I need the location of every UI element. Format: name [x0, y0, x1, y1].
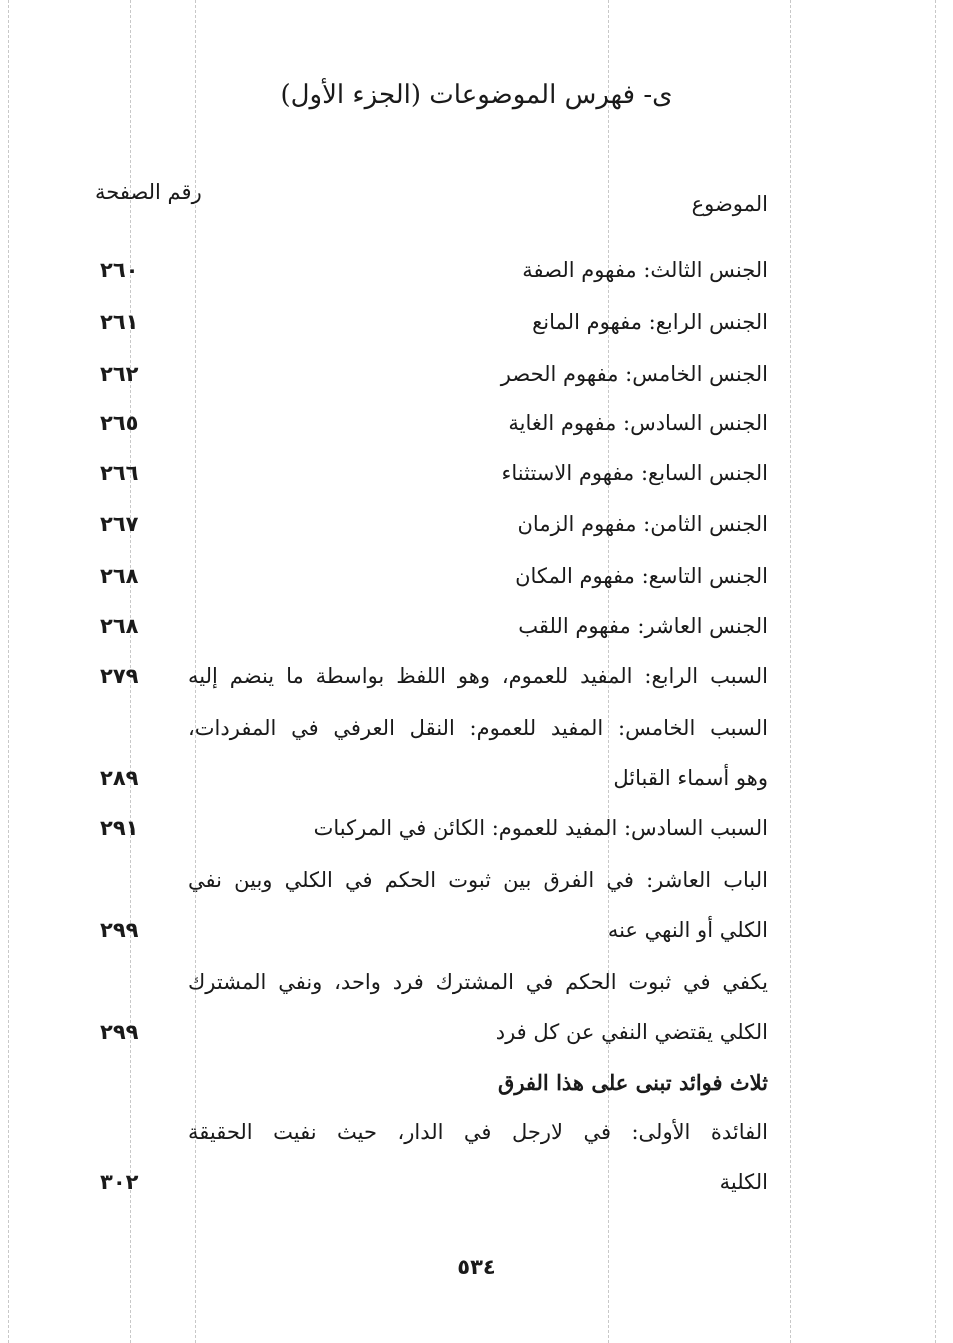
toc-entry	[0, 606, 953, 658]
toc-entry	[0, 808, 953, 860]
entry-page: ٢٦٢	[100, 362, 139, 386]
toc-entry	[0, 403, 953, 455]
toc-entry	[0, 1062, 953, 1114]
entry-text: الجنس السابع: مفهوم الاستثناء	[501, 461, 768, 485]
entry-text: السبب السادس: المفيد للعموم: الكائن في المركبات	[313, 816, 768, 840]
entry-text: الكلي أو النهي عنه	[607, 918, 768, 942]
entry-text: الجنس العاشر: مفهوم اللقب	[518, 614, 768, 638]
toc-entry	[0, 1162, 953, 1214]
entry-text: وهو أسماء القبائل	[613, 766, 768, 790]
entry-text: الجنس الثامن: مفهوم الزمان	[517, 512, 768, 536]
entry-page: ٢٦٨	[100, 614, 139, 638]
entry-text: الجنس التاسع: مفهوم المكان	[515, 564, 768, 588]
toc-entry	[0, 1012, 953, 1064]
entry-page: ٢٦٧	[100, 512, 139, 536]
entry-text: الجنس الثالث: مفهوم الصفة	[522, 258, 768, 282]
entry-page: ٢٦١	[100, 310, 139, 334]
entry-text: الجنس السادس: مفهوم الغاية	[508, 411, 768, 435]
entry-text: الكلي يقتضي النفي عن كل فرد	[495, 1020, 768, 1044]
toc-entry	[0, 758, 953, 810]
entry-page: ٢٦٨	[100, 564, 139, 588]
entry-text: الفائدة الأولى: في لارجل في الدار، حيث نفيت الحقيقة	[188, 1120, 768, 1144]
topic-column-header: الموضوع	[691, 192, 768, 216]
entry-page: ٢٦٥	[100, 411, 139, 435]
toc-entry	[0, 504, 953, 556]
entry-text: الكلية	[719, 1170, 768, 1194]
toc-entry	[0, 556, 953, 608]
toc-entry	[0, 1112, 953, 1164]
entry-text: الجنس الخامس: مفهوم الحصر	[500, 362, 768, 386]
footer-page-number: ٥٣٤	[457, 1255, 496, 1279]
toc-entry	[0, 354, 953, 406]
toc-entry	[0, 250, 953, 302]
entry-text: السبب الرابع: المفيد للعموم، وهو اللفظ بواسطة ما ينضم إليه	[188, 664, 768, 688]
entry-text: الجنس الرابع: مفهوم المانع	[532, 310, 768, 334]
entry-text: ثلاث فوائد تبنى على هذا الفرق	[498, 1070, 768, 1095]
toc-entry	[0, 656, 953, 708]
entry-page: ٢٨٩	[100, 766, 139, 790]
entry-page: ٢٩٩	[100, 1020, 139, 1044]
page-column-header: رقم الصفحة	[95, 180, 202, 204]
entry-page: ٢٧٩	[100, 664, 139, 688]
entry-page: ٢٩٩	[100, 918, 139, 942]
entry-page: ٢٦٠	[100, 258, 139, 282]
toc-entry	[0, 453, 953, 505]
toc-entry	[0, 302, 953, 354]
entry-text: يكفي في ثبوت الحكم في المشترك فرد واحد، ونفي المشترك	[188, 970, 768, 994]
entry-text: السبب الخامس: المفيد للعموم: النقل العرفي في المفردات،	[188, 716, 768, 740]
toc-entry	[0, 962, 953, 1014]
entry-page: ٢٦٦	[100, 461, 139, 485]
toc-entry	[0, 910, 953, 962]
toc-entry	[0, 708, 953, 760]
toc-entry	[0, 860, 953, 912]
entry-text: الباب العاشر: في الفرق بين ثبوت الحكم في الكلي وبين نفي	[188, 868, 768, 892]
entry-page: ٢٩١	[100, 816, 139, 840]
entry-page: ٣٠٢	[100, 1170, 139, 1194]
page-title: ى- فهرس الموضوعات (الجزء الأول)	[280, 80, 673, 110]
